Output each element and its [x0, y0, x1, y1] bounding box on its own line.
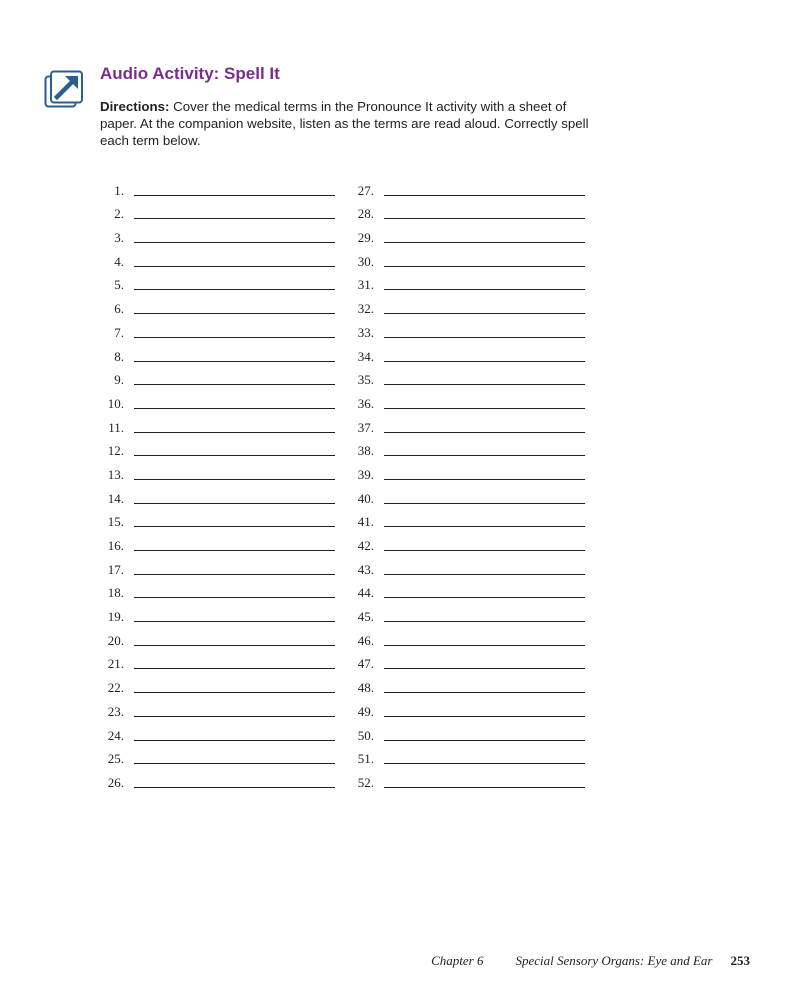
- answer-row: [96, 766, 335, 790]
- answer-number: 30.: [357, 253, 374, 269]
- answer-blank-line[interactable]: [384, 583, 585, 598]
- answer-row: [346, 435, 585, 459]
- answer-blank-line[interactable]: [384, 252, 585, 267]
- answer-blank-line[interactable]: [384, 441, 585, 456]
- answer-row: [346, 553, 585, 577]
- page-footer: [431, 953, 750, 969]
- answer-number: 10.: [107, 395, 124, 411]
- answer-number: 32.: [357, 301, 374, 317]
- answer-blank-line[interactable]: [134, 347, 335, 362]
- directions-text: [100, 98, 600, 149]
- answer-blank-line[interactable]: [384, 465, 585, 480]
- answer-row: [96, 316, 335, 340]
- answer-blank-line[interactable]: [384, 560, 585, 575]
- answer-row: [346, 364, 585, 388]
- footer-section-title: Special Sensory Organs: Eye and Ear: [515, 953, 713, 968]
- answer-number: 9.: [114, 372, 124, 388]
- answer-row: [346, 198, 585, 222]
- answer-row: [96, 600, 335, 624]
- answer-row: [96, 506, 335, 530]
- answer-number: 24.: [107, 727, 124, 743]
- answer-row: [96, 364, 335, 388]
- answer-row: [96, 269, 335, 293]
- answer-number: 21.: [107, 656, 124, 672]
- answer-row: [346, 482, 585, 506]
- answer-blank-line[interactable]: [384, 678, 585, 693]
- answer-number: 31.: [357, 277, 374, 293]
- answer-row: [346, 506, 585, 530]
- answer-number: 4.: [114, 253, 124, 269]
- answer-number: 46.: [357, 632, 374, 648]
- answer-row: [96, 198, 335, 222]
- answer-number: 15.: [107, 514, 124, 530]
- answer-number: 43.: [357, 561, 374, 577]
- answer-blank-line[interactable]: [134, 631, 335, 646]
- answer-blank-line[interactable]: [384, 607, 585, 622]
- answer-row: [346, 316, 585, 340]
- answer-row: [346, 458, 585, 482]
- answer-blank-line[interactable]: [384, 702, 585, 717]
- answer-number: 18.: [107, 585, 124, 601]
- answer-blank-line[interactable]: [134, 370, 335, 385]
- answer-blank-line[interactable]: [134, 465, 335, 480]
- footer-chapter: Chapter 6: [431, 953, 484, 968]
- answer-row: [96, 245, 335, 269]
- answer-row: [96, 529, 335, 553]
- answer-row: [346, 600, 585, 624]
- answer-row: [346, 577, 585, 601]
- answer-row: [96, 624, 335, 648]
- answer-blank-line[interactable]: [134, 512, 335, 527]
- answer-blank-line[interactable]: [134, 299, 335, 314]
- answer-blank-line[interactable]: [384, 275, 585, 290]
- answer-number: 7.: [114, 324, 124, 340]
- answer-number: 14.: [107, 490, 124, 506]
- answer-number: 11.: [108, 419, 124, 435]
- answer-row: [96, 221, 335, 245]
- directions-body: Cover the medical terms in the Pronounce It activity with a sheet of paper. At the companion website, listen as the terms are read aloud. Correctly spell each term below.: [100, 99, 589, 148]
- answer-blank-line[interactable]: [384, 773, 585, 788]
- answer-number: 39.: [357, 466, 374, 482]
- answer-row: [96, 719, 335, 743]
- answer-blank-line[interactable]: [134, 394, 335, 409]
- answer-row: [96, 340, 335, 364]
- answer-number: 48.: [357, 680, 374, 696]
- answer-row: [96, 411, 335, 435]
- answer-number: 13.: [107, 466, 124, 482]
- answer-blank-line[interactable]: [384, 299, 585, 314]
- answer-number: 12.: [107, 443, 124, 459]
- answer-number: 26.: [107, 774, 124, 790]
- answer-column-right: [346, 174, 585, 790]
- activity-title: Audio Activity: Spell It: [100, 64, 280, 83]
- answer-blank-line[interactable]: [134, 702, 335, 717]
- answer-row: [346, 269, 585, 293]
- answer-number: 28.: [357, 206, 374, 222]
- answer-number: 45.: [357, 609, 374, 625]
- answer-row: [96, 174, 335, 198]
- answer-blank-line[interactable]: [134, 489, 335, 504]
- answer-row: [96, 695, 335, 719]
- answer-number: 34.: [357, 348, 374, 364]
- answer-blank-line[interactable]: [384, 204, 585, 219]
- answer-blank-line[interactable]: [384, 654, 585, 669]
- answer-number: 8.: [114, 348, 124, 364]
- answer-row: [346, 174, 585, 198]
- answer-number: 3.: [114, 230, 124, 246]
- answer-blank-line[interactable]: [134, 204, 335, 219]
- answer-number: 35.: [357, 372, 374, 388]
- answer-blank-line[interactable]: [384, 512, 585, 527]
- answer-blank-line[interactable]: [384, 749, 585, 764]
- answer-row: [96, 458, 335, 482]
- answer-number: 47.: [357, 656, 374, 672]
- answer-row: [346, 529, 585, 553]
- answer-row: [346, 221, 585, 245]
- answer-row: [96, 553, 335, 577]
- answer-blank-line[interactable]: [134, 607, 335, 622]
- answer-blank-line[interactable]: [384, 323, 585, 338]
- answer-number: 27.: [357, 182, 374, 198]
- answer-blank-line[interactable]: [134, 418, 335, 433]
- answer-row: [346, 624, 585, 648]
- answer-number: 6.: [114, 301, 124, 317]
- page-number: 253: [730, 953, 750, 968]
- answer-blank-line[interactable]: [134, 536, 335, 551]
- answer-number: 38.: [357, 443, 374, 459]
- answer-row: [346, 292, 585, 316]
- answer-row: [346, 340, 585, 364]
- answer-number: 23.: [107, 703, 124, 719]
- answer-number: 41.: [357, 514, 374, 530]
- answer-number: 36.: [357, 395, 374, 411]
- answer-number: 51.: [357, 751, 374, 767]
- answer-number: 1.: [114, 182, 124, 198]
- answer-blank-line[interactable]: [134, 275, 335, 290]
- answer-blank-line[interactable]: [384, 181, 585, 196]
- answer-blank-line[interactable]: [134, 773, 335, 788]
- answer-row: [346, 671, 585, 695]
- answer-number: 50.: [357, 727, 374, 743]
- answer-blank-line[interactable]: [384, 228, 585, 243]
- answer-row: [346, 411, 585, 435]
- answer-number: 44.: [357, 585, 374, 601]
- answer-row: [346, 245, 585, 269]
- answer-number: 2.: [114, 206, 124, 222]
- answer-row: [96, 482, 335, 506]
- answer-number: 52.: [357, 774, 374, 790]
- answer-row: [96, 743, 335, 767]
- answer-row: [96, 648, 335, 672]
- answer-number: 19.: [107, 609, 124, 625]
- answer-blank-line[interactable]: [134, 678, 335, 693]
- answer-blank-line[interactable]: [134, 228, 335, 243]
- answer-blank-line[interactable]: [134, 441, 335, 456]
- answer-number: 5.: [114, 277, 124, 293]
- answer-row: [346, 743, 585, 767]
- answer-number: 42.: [357, 538, 374, 553]
- answer-number: 33.: [357, 324, 374, 340]
- answer-blank-line[interactable]: [384, 489, 585, 504]
- answer-blank-line[interactable]: [384, 726, 585, 741]
- answer-number: 17.: [107, 561, 124, 577]
- answer-row: [96, 292, 335, 316]
- answer-blank-line[interactable]: [134, 252, 335, 267]
- answer-blank-line[interactable]: [384, 536, 585, 551]
- answer-blank-line[interactable]: [384, 631, 585, 646]
- answer-row: [346, 695, 585, 719]
- answer-number: 49.: [357, 703, 374, 719]
- answer-number: 25.: [107, 751, 124, 767]
- answer-column-left: [96, 174, 335, 790]
- answer-row: [96, 577, 335, 601]
- answer-blank-line[interactable]: [134, 583, 335, 598]
- answer-blank-line[interactable]: [134, 726, 335, 741]
- answer-row: [346, 766, 585, 790]
- answer-blank-line[interactable]: [134, 654, 335, 669]
- answer-number: 22.: [107, 680, 124, 696]
- answer-number: 37.: [357, 419, 374, 435]
- answer-blank-line[interactable]: [134, 560, 335, 575]
- answer-row: [346, 719, 585, 743]
- answer-blank-line[interactable]: [134, 749, 335, 764]
- directions-label: Directions:: [100, 99, 170, 114]
- answer-blank-line[interactable]: [134, 181, 335, 196]
- answer-blank-line[interactable]: [384, 418, 585, 433]
- answer-blank-line[interactable]: [384, 347, 585, 362]
- answer-number: 40.: [357, 490, 374, 506]
- answer-row: [96, 671, 335, 695]
- answer-number: 20.: [107, 632, 124, 648]
- external-link-arrow-icon: [44, 70, 84, 110]
- answer-row: [96, 435, 335, 459]
- answer-row: [346, 387, 585, 411]
- answer-number: 16.: [107, 538, 124, 553]
- answer-blank-line[interactable]: [384, 394, 585, 409]
- answer-row: [346, 648, 585, 672]
- answer-blank-line[interactable]: [384, 370, 585, 385]
- answer-row: [96, 387, 335, 411]
- answer-number: 29.: [357, 230, 374, 246]
- answer-blank-line[interactable]: [134, 323, 335, 338]
